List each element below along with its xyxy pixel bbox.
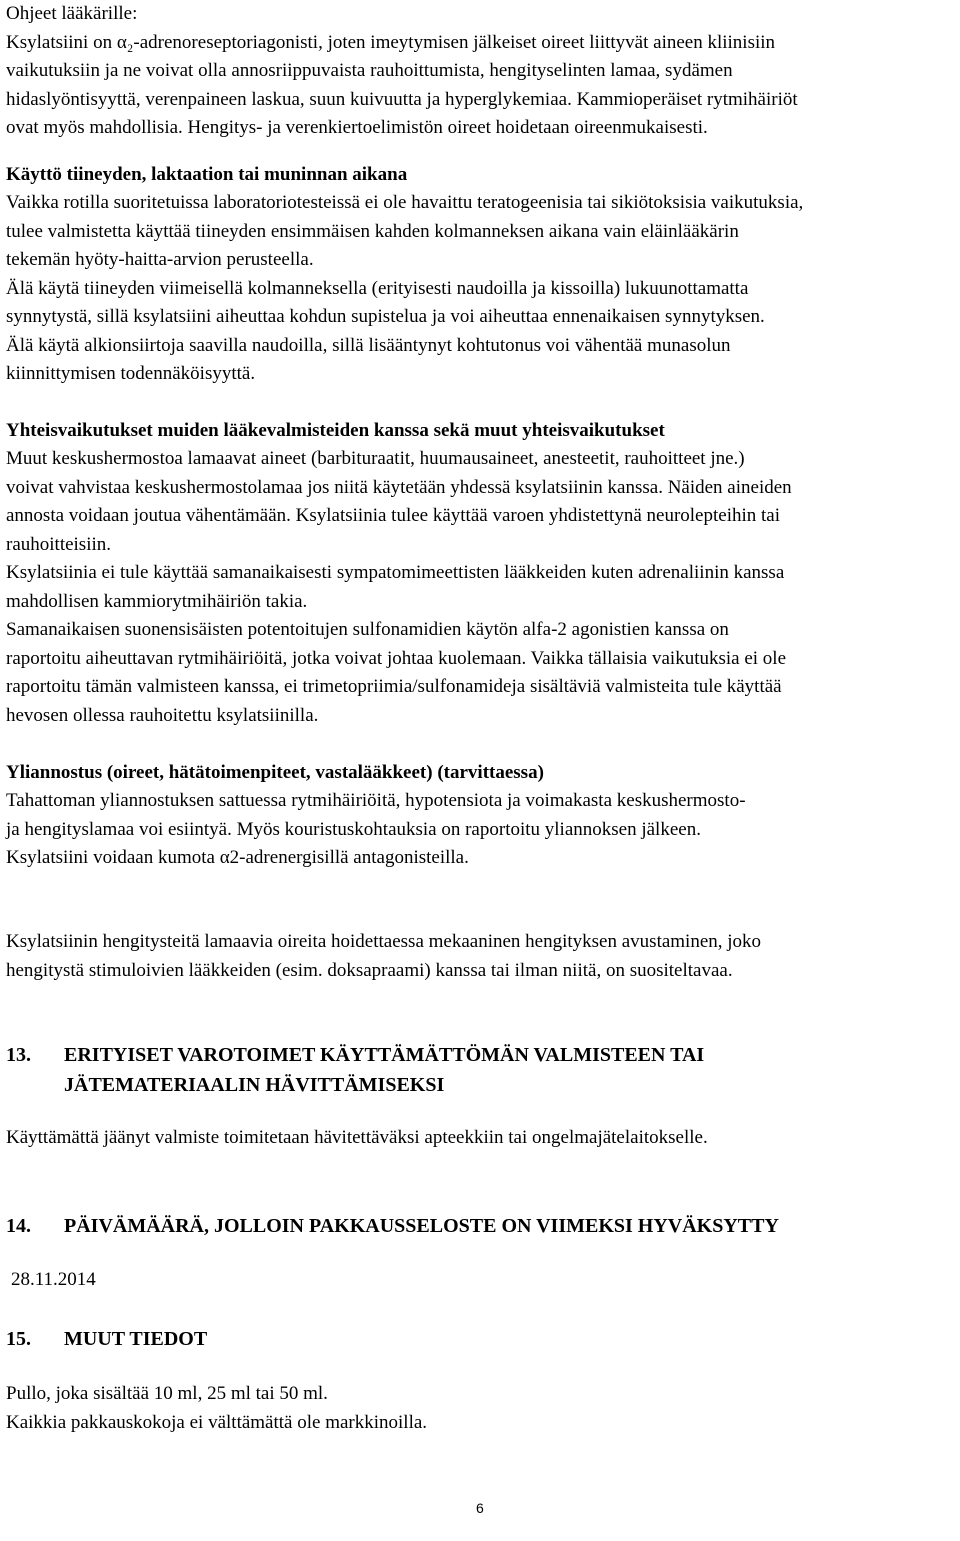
paragraph-line: ja hengityslamaa voi esiintyä. Myös kouristuskohtauksia on raportoitu yliannoksen jälkeen. xyxy=(6,818,701,840)
paragraph-line: Ksylatsiini voidaan kumota α2-adrenergisillä antagonisteilla. xyxy=(6,847,469,868)
paragraph-line: annosta voidaan joutua vähentämään. Ksylatsiinia tulee käyttää varoen yhdistettynä neurolepteihin tai xyxy=(6,505,780,526)
paragraph-line: Ksylatsiinin hengitysteitä lamaavia oireita hoidettaessa mekaaninen hengityksen avustaminen, joko xyxy=(6,931,762,952)
approval-date: 28.11.2014 xyxy=(11,1269,96,1290)
interactions-section xyxy=(6,417,951,730)
section-14-date xyxy=(11,1266,956,1295)
page-number: 6 xyxy=(476,1500,484,1516)
paragraph-line: Älä käytä alkionsiirtoja saavilla naudoilla, sillä lisääntynyt kohtutonus voi vähentää munasolun xyxy=(6,334,731,356)
overdose-heading: Yliannostus (oireet, hätätoimenpiteet, vastalääkkeet) (tarvittaessa) xyxy=(6,762,544,783)
paragraph-line: Älä käytä tiineyden viimeisellä kolmanneksella (erityisesti naudoilla ja kissoilla) lukuunottamatta xyxy=(6,277,749,299)
paragraph-line: vaikutuksiin ja ne voivat olla annosriippuvaista rauhoittumista, hengityselinten lamaa, sydämen xyxy=(6,60,733,81)
paragraph-line: hevosen ollessa rauhoitettu ksylatsiinilla. xyxy=(6,704,319,726)
paragraph-line: rauhoitteisiin. xyxy=(6,533,112,555)
doctor-instructions xyxy=(6,0,951,143)
paragraph-line: Tahattoman yliannostuksen sattuessa rytmihäiriöitä, hypotensiota ja voimakasta keskushermosto- xyxy=(6,790,746,811)
paragraph-line: voivat vahvistaa keskushermostolamaa jos niitä käytetään yhdessä ksylatsiinin kanssa. Näiden aineiden xyxy=(6,476,792,498)
paragraph-line: Kaikkia pakkauskokoja ei välttämättä ole markkinoilla. xyxy=(6,1411,428,1433)
pregnancy-heading: Käyttö tiineyden, laktaation tai muninnan aikana xyxy=(6,164,408,185)
section-number: 13. xyxy=(6,1044,31,1066)
paragraph-line: hidaslyöntisyyttä, verenpaineen laskua, suun kuivuutta ja hyperglykemiaa. Kammioperäiset rytmihäiriöt xyxy=(6,88,798,110)
section-title-line: ERITYISET VAROTOIMET KÄYTTÄMÄTTÖMÄN VALMISTEEN TAI xyxy=(64,1044,705,1066)
paragraph-line: Muut keskushermostoa lamaavat aineet (barbituraatit, huumausaineet, anesteetit, rauhoitteet jne.) xyxy=(6,448,745,469)
paragraph-line: synnytystä, sillä ksylatsiini aiheuttaa kohdun supistelua ja voi aiheuttaa ennenaikaisen synnytyksen. xyxy=(6,306,765,327)
section-number: 15. xyxy=(6,1328,31,1350)
paragraph-line: Ksylatsiini on α₂-adrenoreseptoriagonisti, joten imeytymisen jälkeiset oireet liittyvät aineen kliinisiin xyxy=(6,31,776,53)
section-title: PÄIVÄMÄÄRÄ, JOLLOIN PAKKAUSSELOSTE ON VIIMEKSI HYVÄKSYTTY xyxy=(64,1215,779,1237)
doctor-instructions-heading: Ohjeet lääkärille: xyxy=(6,3,138,24)
section-15-heading xyxy=(6,1324,951,1354)
section-title: MUUT TIEDOT xyxy=(64,1328,208,1350)
paragraph-line: kiinnittymisen todennäköisyyttä. xyxy=(6,363,256,384)
paragraph-line: Vaikka rotilla suoritetuissa laboratoriotesteissä ei ole havaittu teratogeenisia tai sikiötoksisia vaikutuksia, xyxy=(6,192,804,213)
paragraph-line: Samanaikaisen suonensisäisten potentoitujen sulfonamidien käytön alfa-2 agonistien kanssa on xyxy=(6,619,729,640)
overdose-treatment-paragraph xyxy=(6,928,951,985)
paragraph-line: Käyttämättä jäänyt valmiste toimitetaan hävitettäväksi apteekkiin tai ongelmajätelaitokselle. xyxy=(6,1127,708,1148)
overdose-section xyxy=(6,759,951,873)
section-title-line: JÄTEMATERIAALIN HÄVITTÄMISEKSI xyxy=(64,1074,445,1096)
paragraph-line: Pullo, joka sisältää 10 ml, 25 ml tai 50 ml. xyxy=(6,1383,328,1404)
section-14-heading xyxy=(6,1211,951,1241)
paragraph-line: raportoitu aiheuttavan rytmihäiriöitä, jotka voivat johtaa kuolemaan. Vaikka tällaisia vaikutuksia ei ole xyxy=(6,647,787,669)
section-13-text xyxy=(6,1124,951,1153)
section-15-text xyxy=(6,1380,951,1437)
pregnancy-section xyxy=(6,161,951,389)
section-13-heading xyxy=(6,1040,951,1100)
paragraph-line: tulee valmistetta käyttää tiineyden ensimmäisen kahden kolmanneksen aikana vain eläinlääkärin xyxy=(6,220,739,242)
paragraph-line: ovat myös mahdollisia. Hengitys- ja verenkiertoelimistön oireet hoidetaan oireenmukaisesti. xyxy=(6,117,708,138)
interactions-heading: Yhteisvaikutukset muiden lääkevalmisteiden kanssa sekä muut yhteisvaikutukset xyxy=(6,420,665,441)
paragraph-line: mahdollisen kammiorytmihäiriön takia. xyxy=(6,590,308,612)
section-number: 14. xyxy=(6,1215,31,1237)
paragraph-line: raportoitu tämän valmisteen kanssa, ei trimetopriimia/sulfonamideja sisältäviä valmisteita tule käyttää xyxy=(6,676,782,697)
paragraph-line: tekemän hyöty-haitta-arvion perusteella. xyxy=(6,249,314,270)
paragraph-line: Ksylatsiinia ei tule käyttää samanaikaisesti sympatomimeettisten lääkkeiden kuten adrenaliinin kanssa xyxy=(6,562,785,583)
paragraph-line: hengitystä stimuloivien lääkkeiden (esim. doksapraami) kanssa tai ilman niitä, on suositeltavaa. xyxy=(6,959,733,981)
